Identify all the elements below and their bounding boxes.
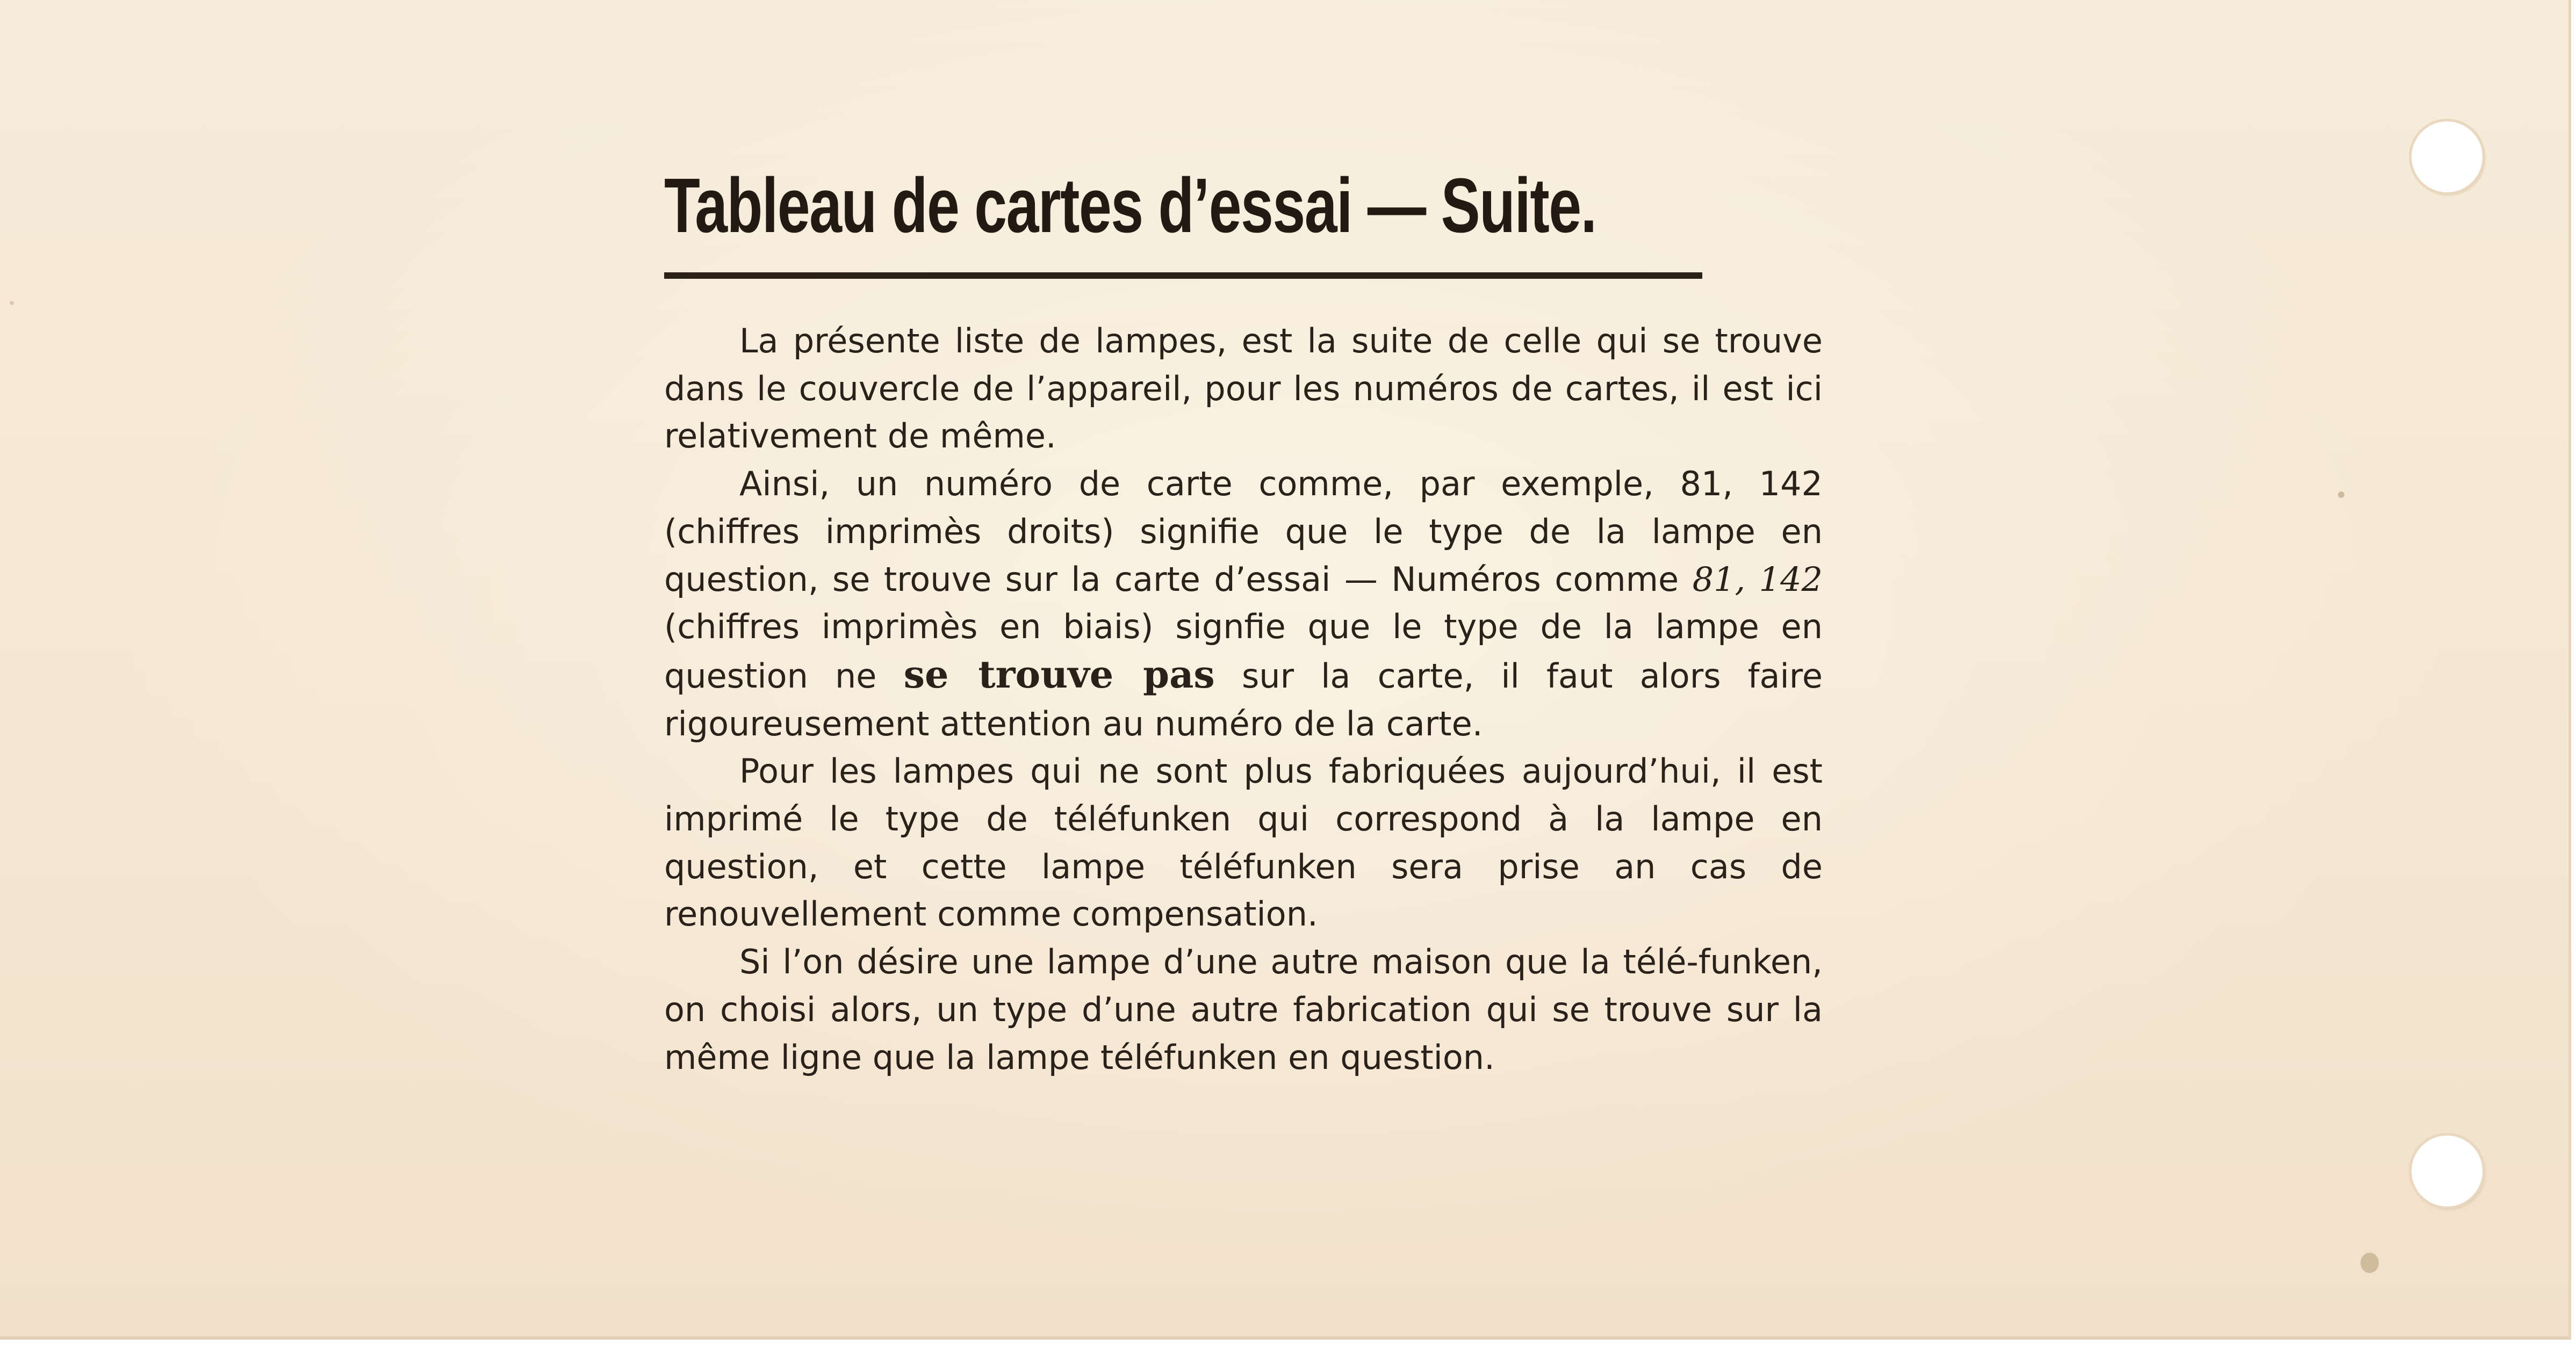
paragraph-2-text-c: sur la carte, il faut alors faire rigoureusement attention au numéro de la carte. (664, 656, 1823, 743)
slanted-card-numbers: 81, 142 (1692, 559, 1823, 599)
paragraph-3: Pour les lampes qui ne sont plus fabriquées aujourd’hui, il est imprimé le type de téléfunken qui correspond à la lampe en question, et cette lampe téléfunken sera prise an cas de renouvellement comme compensation. (664, 751, 1823, 934)
paragraph-2-text-a: Ainsi, un numéro de carte comme, par exemple, 81, 142 (chiffres imprimès droits) signifie que le type de la lampe en question, se trouve sur la carte d’essai — Numéros comme (664, 464, 1823, 599)
paragraph-4: Si l’on désire une lampe d’une autre maison que la télé-funken, on choisi alors, un type d’une autre fabrication qui se trouve sur la même ligne que la lampe téléfunken en question. (664, 942, 1823, 1077)
paper-stain (2361, 1253, 2379, 1273)
punch-hole-bottom (2412, 1136, 2483, 1206)
document-body (664, 317, 1823, 1081)
emphasis-se-trouve-pas: se trouve pas (903, 652, 1215, 697)
paper-speck (10, 301, 14, 305)
paragraph-2 (664, 460, 1823, 748)
punch-hole-top (2412, 121, 2483, 192)
title-underline (664, 272, 1702, 279)
paragraph-1: La présente liste de lampes, est la suite de celle qui se trouve dans le couvercle de l’appareil, pour les numéros de cartes, il est ici relativement de même. (664, 321, 1823, 456)
document-title: Tableau de cartes d’essai — Suite. (664, 162, 1596, 249)
paper-speck (2338, 491, 2344, 498)
paragraph-2-text-b: (chiffres imprimès en biais) signfie que le type de la lampe en question ne (664, 607, 1823, 696)
